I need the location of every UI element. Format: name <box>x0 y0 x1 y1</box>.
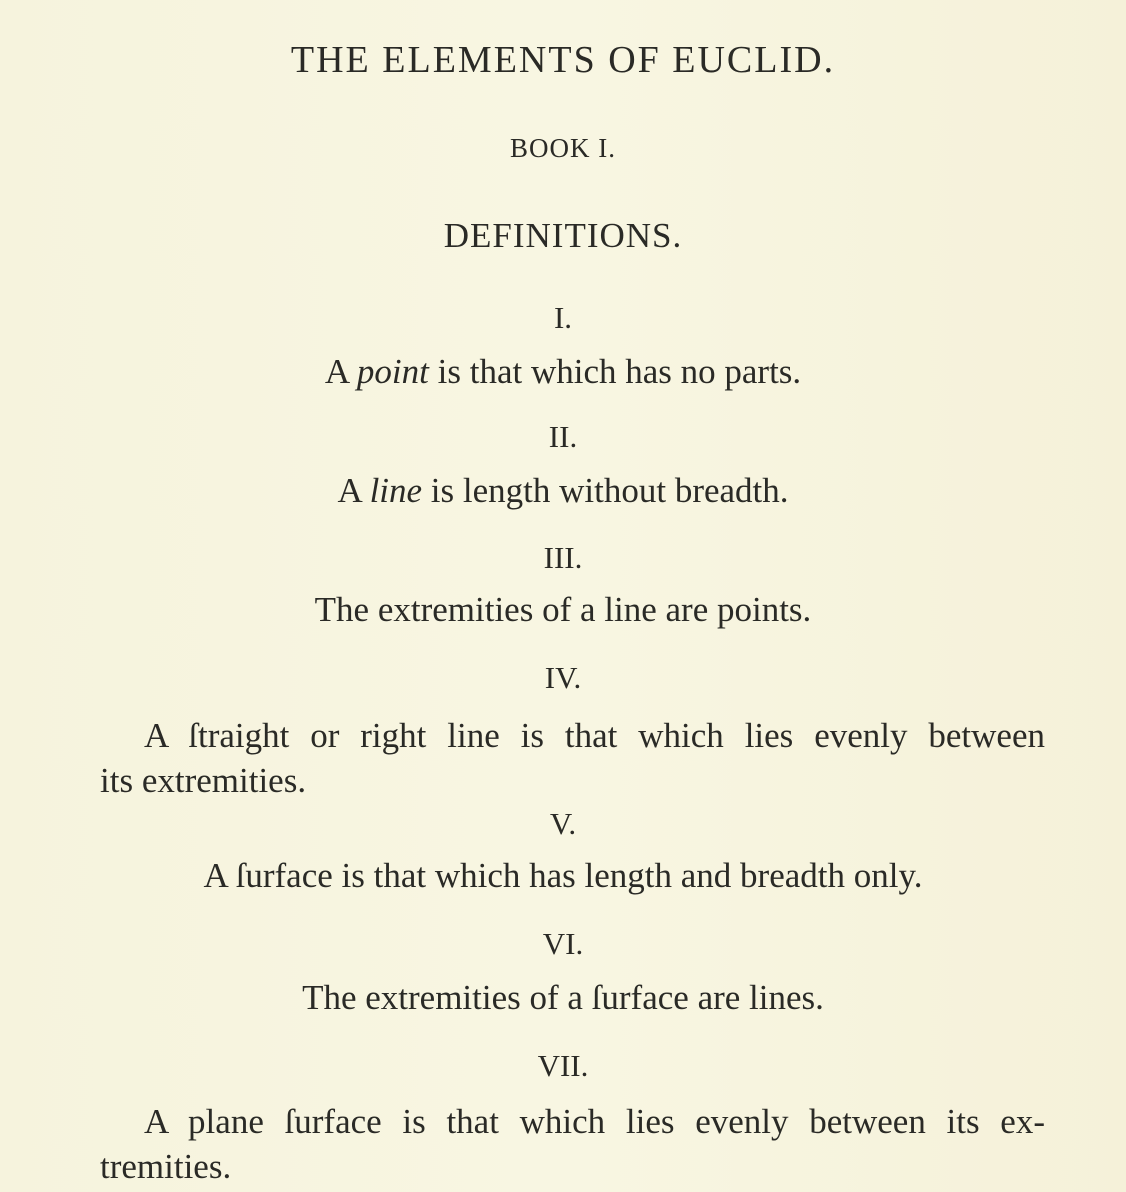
definition-text: A ſurface is that which has length and breadth only. <box>203 856 923 895</box>
definition-text: The extremities of a line are points. <box>314 590 812 629</box>
definition-numeral: IV. <box>544 660 582 695</box>
definition-term: point <box>356 352 429 391</box>
definition-numeral: V. <box>549 806 577 841</box>
definition-numeral: VI. <box>542 926 584 961</box>
definition-text: The extremities of a ſurface are lines. <box>302 978 824 1017</box>
definition-text: A point is that which has no parts. <box>324 352 802 391</box>
definition-numeral: II. <box>548 419 578 454</box>
definition-line: its extremities. <box>100 761 307 800</box>
definition-numeral: VII. <box>537 1048 589 1083</box>
definition-line: A plane ſurface is that which lies evenly between its ex- <box>144 1102 1045 1141</box>
definition-text: A line is length without breadth. <box>337 471 789 510</box>
book-title: THE ELEMENTS OF EUCLID. <box>290 39 836 81</box>
definition-text <box>100 1099 1045 1189</box>
definition-line: A ſtraight or right line is that which lies evenly between <box>144 716 1045 755</box>
definition-numeral: I. <box>553 300 573 335</box>
section-heading: DEFINITIONS. <box>443 216 683 255</box>
definition-text <box>100 713 1045 803</box>
definition-term: line <box>369 471 423 510</box>
book-number: BOOK I. <box>510 133 616 163</box>
definition-line: tremities. <box>100 1147 232 1186</box>
definition-numeral: III. <box>543 540 583 575</box>
